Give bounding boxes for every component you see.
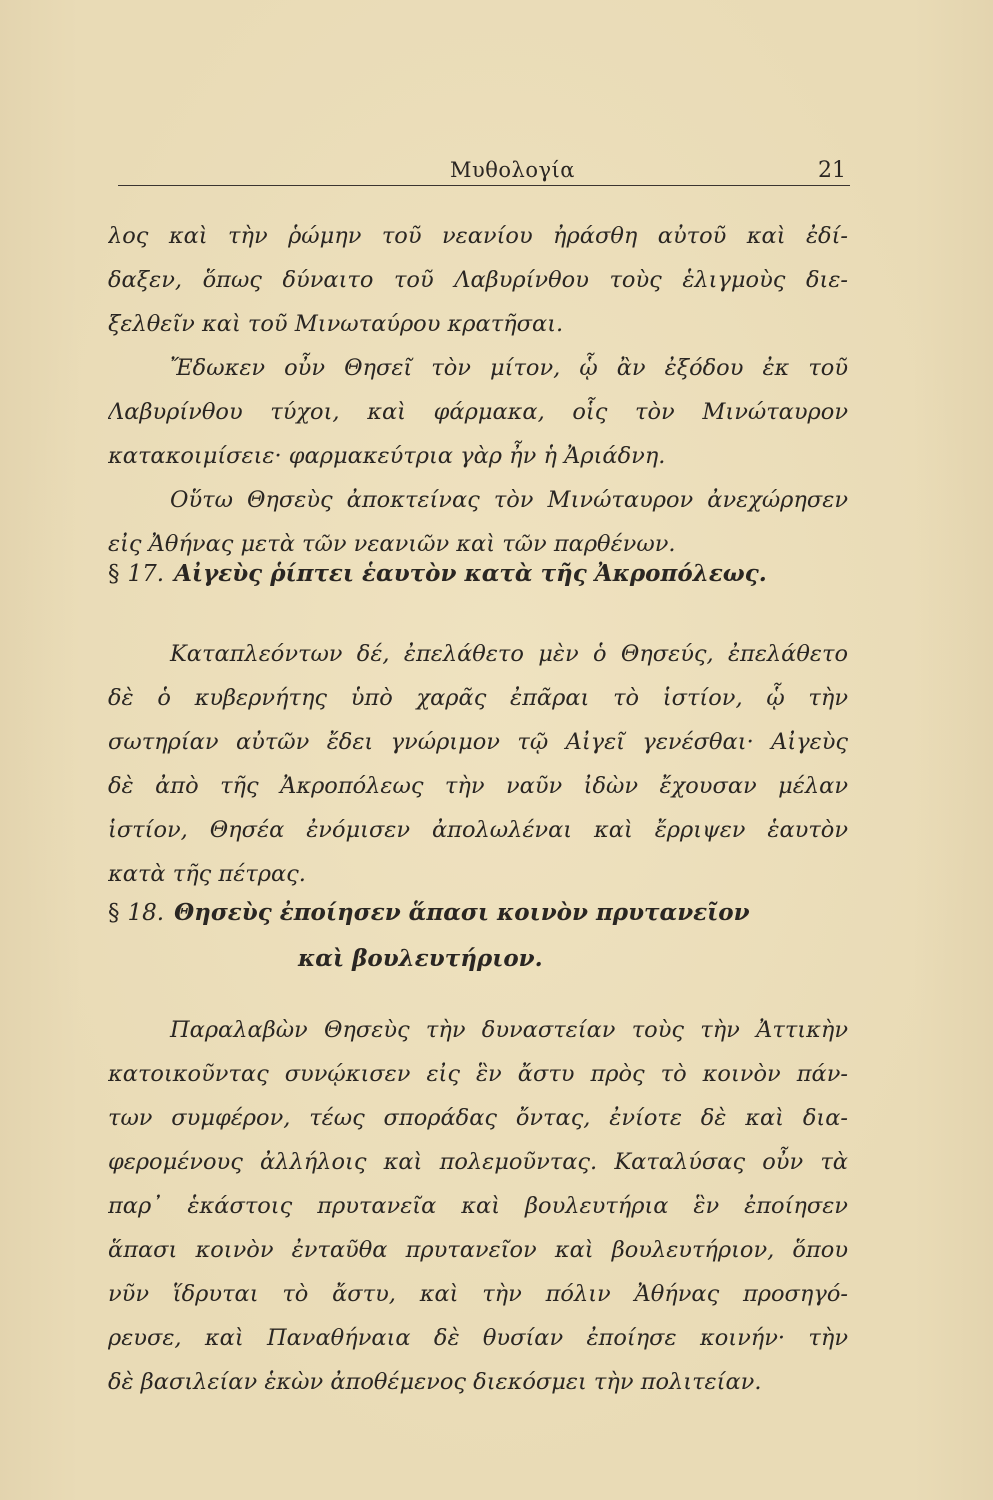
text-line: ρευσε, καὶ Παναθήναια δὲ θυσίαν ἐποίησε κοινήν· τὴν (108, 1325, 848, 1351)
text-line: Παραλαβὼν Θησεὺς τὴν δυναστείαν τοὺς τὴν Ἀττικὴν (170, 1017, 848, 1043)
text-line: παρ᾽ ἑκάστοις πρυτανεῖα καὶ βουλευτήρια ἓν ἐποίησεν (108, 1193, 848, 1219)
text-line: νῦν ἵδρυται τὸ ἄστυ, καὶ τὴν πόλιν Ἀθήνας προσηγό- (108, 1281, 848, 1307)
section-heading-line (108, 551, 848, 597)
text-line: κατὰ τῆς πέτρας. (108, 861, 306, 887)
section-18-paragraph (108, 1008, 848, 1404)
section-mark: § (108, 900, 120, 926)
text-line: ξελθεῖν καὶ τοῦ Μινωταύρου κρατῆσαι. (108, 311, 564, 337)
header-rule (118, 185, 850, 186)
section-17-heading (108, 551, 848, 597)
text-line: Καταπλεόντων δέ, ἐπελάθετο μὲν ὁ Θησεύς, ἐπελάθετο (170, 641, 848, 667)
section-title: Αἰγεὺς ῥίπτει ἑαυτὸν κατὰ τῆς Ἀκροπόλεως. (174, 560, 767, 587)
text-line: δαξεν, ὅπως δύναιτο τοῦ Λαβυρίνθου τοὺς ἑλιγμοὺς διε- (108, 267, 848, 293)
section-title-continuation: καὶ βουλευτήριον. (298, 945, 543, 972)
text-line: λος καὶ τὴν ῥώμην τοῦ νεανίου ἠράσθη αὐτοῦ καὶ ἐδί- (108, 223, 848, 249)
section-title: Θησεὺς ἐποίησεν ἅπασι κοινὸν πρυτανεῖον (174, 899, 750, 926)
section-number: 18. (127, 900, 165, 926)
page-number: 21 (818, 158, 846, 183)
text-line: φερομένους ἀλλήλοις καὶ πολεμοῦντας. Καταλύσας οὖν τὰ (108, 1149, 848, 1175)
text-line: Οὕτω Θησεὺς ἀποκτείνας τὸν Μινώταυρον ἀνεχώρησεν (170, 487, 848, 513)
text-line: κατοικοῦντας συνῴκισεν εἰς ἓν ἄστυ πρὸς τὸ κοινὸν πάν- (108, 1061, 848, 1087)
text-line: Ἔδωκεν οὖν Θησεῖ τὸν μίτον, ᾧ ἂν ἐξόδου ἐκ τοῦ (170, 355, 848, 381)
section-heading-line (108, 936, 848, 982)
text-line: δὲ ἀπὸ τῆς Ἀκροπόλεως τὴν ναῦν ἰδὼν ἔχουσαν μέλαν (108, 773, 848, 799)
text-line: Λαβυρίνθου τύχοι, καὶ φάρμακα, οἷς τὸν Μινώταυρον (108, 399, 848, 425)
section-18-heading (108, 890, 848, 982)
section-mark: § (108, 561, 120, 587)
text-line: δὲ βασιλείαν ἑκὼν ἀποθέμενος διεκόσμει τὴν πολιτείαν. (108, 1369, 762, 1395)
text-line: ἅπασι κοινὸν ἐνταῦθα πρυτανεῖον καὶ βουλευτήριον, ὅπου (108, 1237, 848, 1263)
paragraph-continuation (108, 214, 848, 566)
section-heading-line (108, 890, 848, 936)
text-line: των συμφέρον, τέως σποράδας ὄντας, ἐνίοτε δὲ καὶ δια- (108, 1105, 848, 1131)
text-line: εἰς Ἀθήνας μετὰ τῶν νεανιῶν καὶ τῶν παρθένων. (108, 531, 676, 557)
text-line: ἱστίον, Θησέα ἐνόμισεν ἀπολωλέναι καὶ ἔρριψεν ἑαυτὸν (108, 817, 848, 843)
section-number: 17. (127, 561, 165, 587)
text-line: σωτηρίαν αὐτῶν ἔδει γνώριμον τῷ Αἰγεῖ γενέσθαι· Αἰγεὺς (108, 729, 848, 755)
text-line: δὲ ὁ κυβερνήτης ὑπὸ χαρᾶς ἐπᾶραι τὸ ἱστίον, ᾧ τὴν (108, 685, 848, 711)
running-title: Μυθολογία (450, 158, 575, 182)
section-17-paragraph (108, 632, 848, 896)
text-line: κατακοιμίσειε· φαρμακεύτρια γὰρ ἦν ἡ Ἀριάδνη. (108, 443, 666, 469)
